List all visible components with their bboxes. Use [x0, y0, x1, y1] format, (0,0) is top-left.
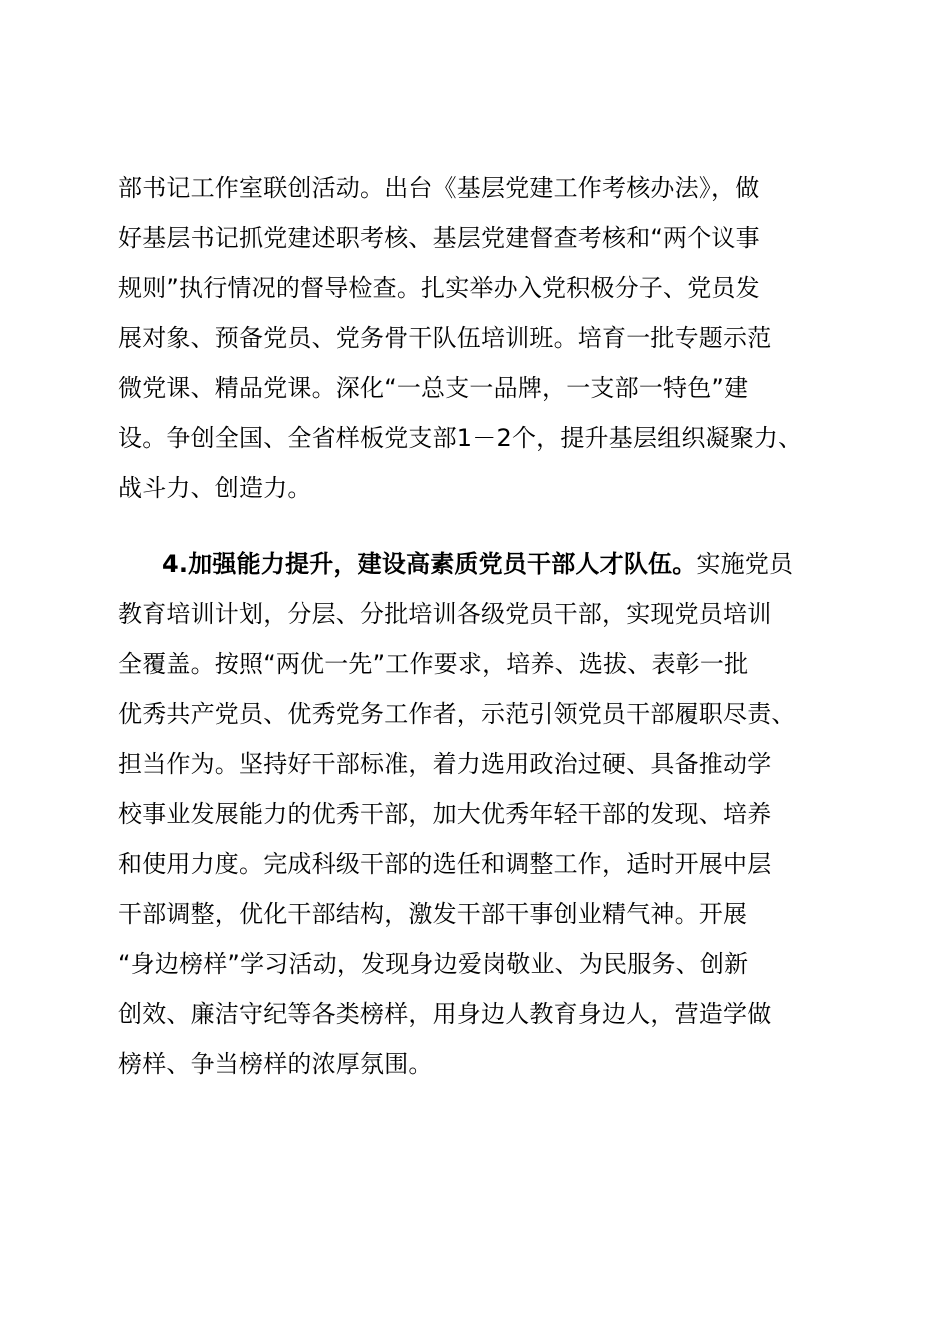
text-line: 微党课、精品党课。深化“一总支一品牌，一支部一特色”建 — [118, 374, 749, 402]
text-line: 和使用力度。完成科级干部的选任和调整工作，适时开展中层 — [118, 850, 772, 878]
text-line: “身边榜样”学习活动，发现身边爱岗敬业、为民服务、创新 — [118, 950, 749, 978]
section-heading: 4.加强能力提升，建设高素质党员干部人才队伍。 — [162, 550, 697, 578]
heading-continuation: 实施党员 — [696, 550, 794, 578]
text-line: 干部调整，优化干部结构，激发干部干事创业精气神。开展 — [118, 900, 748, 928]
text-line: 设。争创全国、全省样板党支部1－2个，提升基层组织凝聚力、 — [118, 424, 803, 452]
text-line: 创效、廉洁守纪等各类榜样，用身边人教育身边人，营造学做 — [118, 1000, 772, 1028]
text-line — [162, 549, 793, 579]
text-line: 教育培训计划，分层、分批培训各级党员干部，实现党员培训 — [118, 600, 772, 628]
text-line: 好基层书记抓党建述职考核、基层党建督查考核和“两个议事 — [118, 224, 760, 252]
text-line: 全覆盖。按照“两优一先”工作要求，培养、选拔、表彰一批 — [118, 650, 749, 678]
text-line: 榜样、争当榜样的浓厚氛围。 — [118, 1050, 433, 1078]
text-line: 规则”执行情况的督导检查。扎实举办入党积极分子、党员发 — [118, 274, 760, 302]
text-line: 部书记工作室联创活动。出台《基层党建工作考核办法》，做 — [118, 174, 760, 202]
text-line: 校事业发展能力的优秀干部，加大优秀年轻干部的发现、培养 — [118, 800, 772, 828]
text-line: 战斗力、创造力。 — [118, 474, 312, 502]
text-line: 展对象、预备党员、党务骨干队伍培训班。培育一批专题示范 — [118, 324, 772, 352]
text-line: 担当作为。坚持好干部标准，着力选用政治过硬、具备推动学 — [118, 750, 772, 778]
text-line: 优秀共产党员、优秀党务工作者，示范引领党员干部履职尽责、 — [118, 700, 796, 728]
